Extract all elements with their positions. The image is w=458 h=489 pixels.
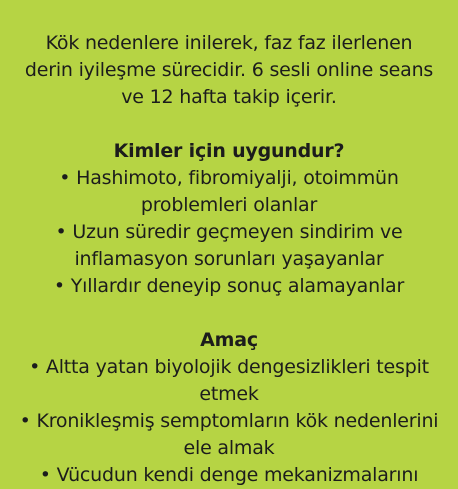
bullet-icon: •	[53, 275, 65, 297]
list-item-text: Kronikleşmiş semptomların kök nedenlerini ele almak	[36, 410, 439, 459]
list-item	[18, 354, 440, 408]
bullet-icon: •	[59, 167, 71, 189]
goal-list	[18, 354, 440, 489]
intro-line: ve 12 hafta takip içerir.	[121, 86, 337, 108]
suitable-heading: Kimler için uygundur?	[113, 140, 345, 162]
list-item	[18, 219, 440, 273]
list-item-text: Hashimoto, fibromiyalji, otoimmün problemleri olanlar	[76, 167, 399, 216]
suitable-list	[18, 165, 440, 300]
bullet-icon: •	[55, 221, 67, 243]
list-item-text: Vücudun kendi denge mekanizmalarını	[56, 464, 419, 486]
bullet-icon: •	[19, 410, 31, 432]
intro-line: Kök nedenlere inilerek, faz faz ilerlenen	[45, 32, 413, 54]
goal-section	[18, 327, 440, 489]
list-item	[18, 273, 440, 300]
intro-text	[18, 30, 440, 111]
intro-line: derin iyileşme sürecidir. 6 sesli online seans	[24, 59, 434, 81]
list-item-text: Uzun süredir geçmeyen sindirim ve inflamasyon sorunları yaşayanlar	[72, 221, 403, 270]
list-item-text: Yıllardır deneyip sonuç alamayanlar	[70, 275, 405, 297]
suitable-section	[18, 138, 440, 300]
list-item-text: Altta yatan biyolojik dengesizlikleri tespit etmek	[45, 356, 429, 405]
card-content	[0, 30, 458, 489]
goal-heading: Amaç	[200, 329, 258, 351]
bullet-icon: •	[29, 356, 41, 378]
list-item	[18, 165, 440, 219]
list-item	[18, 408, 440, 462]
list-item	[18, 462, 440, 489]
bullet-icon: •	[39, 464, 51, 486]
